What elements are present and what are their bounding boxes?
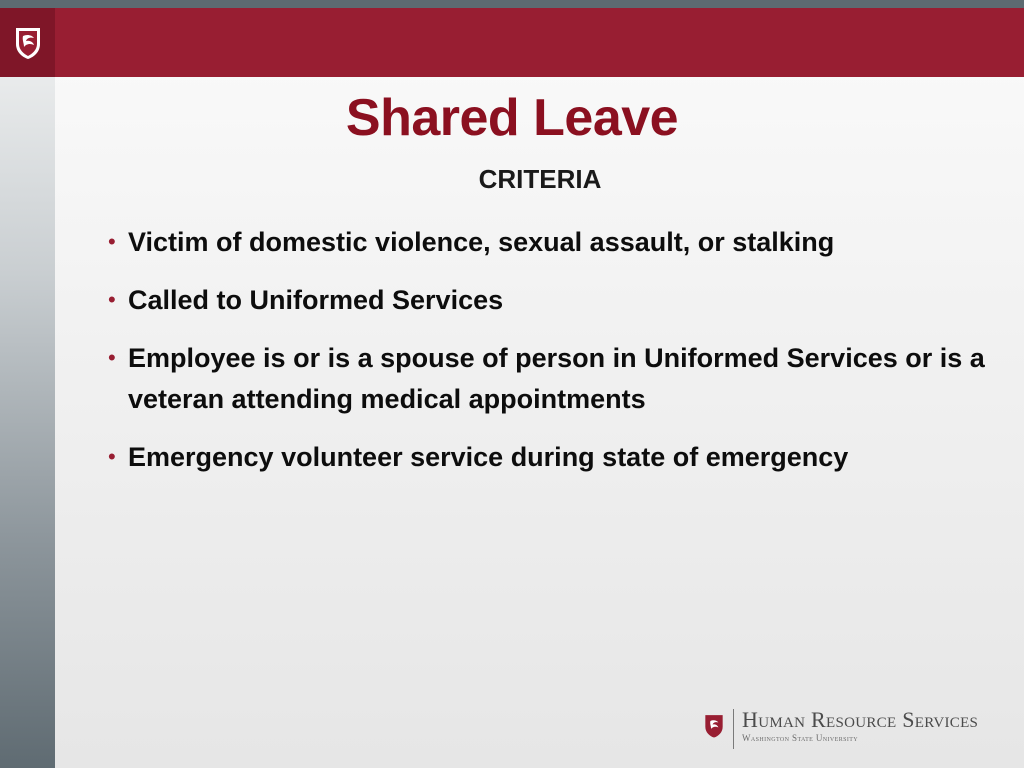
footer-branding <box>703 707 1003 751</box>
footer-text <box>742 707 978 744</box>
slide-subtitle: CRITERIA <box>478 164 602 194</box>
bullet-text: Emergency volunteer service during state of emergency <box>128 442 849 472</box>
list-item <box>108 437 988 478</box>
bullet-icon: • <box>108 345 116 370</box>
bullet-icon: • <box>108 444 116 469</box>
bullet-text: Called to Uniformed Services <box>128 285 504 315</box>
department-name: Human Resource Services <box>742 707 979 732</box>
footer-divider <box>733 709 734 749</box>
header-band <box>55 8 1024 77</box>
top-edge-line <box>0 0 1024 8</box>
wsu-shield-icon <box>13 25 43 61</box>
list-item <box>108 280 988 321</box>
list-item <box>108 222 988 263</box>
bullet-icon: • <box>108 229 116 254</box>
wsu-shield-icon <box>703 713 725 739</box>
header-logo <box>0 8 55 77</box>
bullet-icon: • <box>108 287 116 312</box>
university-name: Washington State University <box>742 733 859 743</box>
slide-title: Shared Leave <box>345 89 679 147</box>
criteria-list <box>108 222 988 495</box>
list-item <box>108 338 988 420</box>
bullet-text: Victim of domestic violence, sexual assault, or stalking <box>128 227 835 257</box>
bullet-text: Employee is or is a spouse of person in Uniformed Services or is a veteran attending medical appointments <box>128 343 985 414</box>
